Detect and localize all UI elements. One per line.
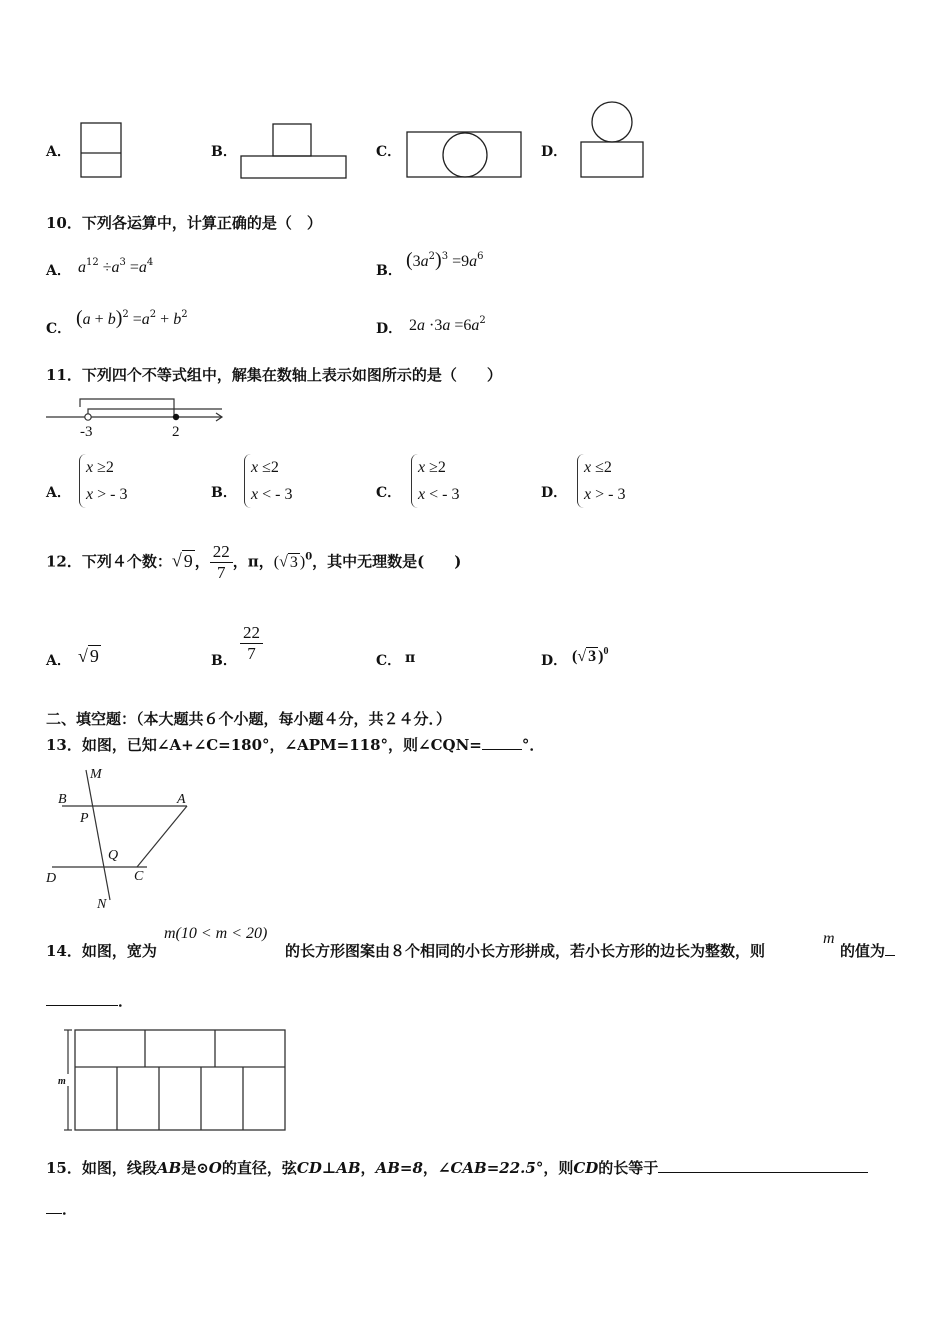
q10-b-label: B． — [376, 263, 402, 279]
q15-ab8: AB=8 — [375, 1159, 423, 1177]
q11-b-system: x ≤2 x < - 3 — [244, 454, 292, 508]
label-N: N — [97, 897, 107, 912]
label-Q: Q — [108, 848, 119, 863]
q11-stem: 11．下列四个不等式组中，解集在数轴上表示如图所示的是（ ） — [46, 366, 502, 384]
q14-condition: m(10 < m < 20) — [164, 925, 268, 942]
q15-stem: 15．如图，线段AB是⊙O的直径，弦CD⊥AB，AB=8，∠CAB=22.5°，则CD的长等于 — [46, 1157, 868, 1178]
axis-label-right: 2 — [172, 424, 180, 440]
q14-prefix: 14．如图，宽为 — [46, 942, 157, 960]
q13-suffix: °． — [521, 736, 545, 754]
q14-var: m — [823, 930, 835, 947]
q9-a-label: A． — [46, 144, 71, 160]
q15-o: O — [208, 1159, 222, 1177]
q9-b-figure — [240, 123, 350, 181]
q12-c-value: π — [405, 650, 416, 666]
q12-a-expr: √ 9 — [78, 646, 99, 666]
q15-cd: CD — [573, 1159, 599, 1177]
q14-suffix: 的值为 — [840, 940, 895, 961]
label-A: A — [177, 792, 186, 807]
q12-stem-pi: ，π， — [232, 552, 274, 571]
q10-c-expr: $(a + b)^2 =a^2 + b^2$ — [76, 307, 188, 329]
q15-cab: CAB=22.5° — [450, 1159, 544, 1177]
q15-cd-ab: CD⊥AB — [296, 1159, 361, 1177]
q10-c-label: C． — [46, 321, 72, 337]
q10-d-expr: $2a \cdot 3a =6a^2$ — [409, 315, 486, 334]
q10-d-label: D． — [376, 321, 403, 337]
q12-a-label: A． — [46, 653, 71, 669]
q9-c-label: C． — [376, 144, 402, 160]
q11-b-label: B． — [211, 485, 237, 501]
q10-stem: 10．下列各运算中，计算正确的是（ ） — [46, 214, 322, 232]
q12-d-label: D． — [541, 653, 568, 669]
q11-c-label: C． — [376, 485, 402, 501]
q15-blank-line: ． — [46, 1198, 77, 1219]
q15-answer-blank-a[interactable] — [658, 1172, 868, 1173]
q10-a-label: A． — [46, 263, 71, 279]
q11-d-system: x ≤2 x > - 3 — [577, 454, 625, 508]
label-D: D — [46, 871, 57, 886]
q11-number-line — [44, 395, 234, 440]
section-2-title: 二、填空题：（本大题共６个小题，每小题４分，共２４分．） — [46, 710, 452, 728]
q13-answer-blank[interactable] — [482, 749, 522, 750]
q12-d-expr: (√ 3 )$^0$ — [572, 646, 609, 665]
q12-stem: 12．下列４个数：√ 9 ， $\frac{22}{7}$ ，π，(√ 3 )$^0$，其中无理数是( ) — [46, 542, 462, 582]
open-point — [85, 414, 91, 420]
axis-label-left: -3 — [80, 424, 93, 440]
label-B: B — [58, 792, 67, 807]
q12-stem-prefix: 12．下列４个数： — [46, 552, 172, 571]
q9-b-label: B． — [211, 144, 237, 160]
q14-figure — [56, 1028, 291, 1136]
q11-c-system: x ≥2 x < - 3 — [411, 454, 459, 508]
q12-stem-fraction: $\frac{22}{7}$ — [210, 542, 233, 583]
q14-answer-blank-a[interactable] — [885, 955, 895, 956]
q12-b-label: B． — [211, 653, 237, 669]
q12-stem-suffix: ，其中无理数是( ) — [312, 552, 462, 571]
q13-stem — [46, 734, 544, 755]
q9-d-figure — [578, 100, 648, 182]
q12-c-label: C． — [376, 653, 402, 669]
closed-point — [173, 414, 179, 420]
q14-blank-line: ． — [46, 990, 133, 1011]
q14-answer-blank-b[interactable] — [46, 1005, 118, 1006]
q15-answer-blank-b[interactable] — [46, 1213, 62, 1214]
q13-stem-text: 13．如图，已知∠A+∠C=180°，∠APM=118°，则∠CQN= — [46, 736, 482, 754]
q15-ab: AB — [156, 1159, 182, 1177]
q12-b-fraction: $\frac{22}{7}$ — [240, 623, 263, 664]
q14-fig-label-m: m — [58, 1076, 66, 1087]
q11-a-system: x ≥2 x > - 3 — [79, 454, 127, 508]
q13-figure — [42, 762, 222, 912]
q11-d-label: D． — [541, 485, 568, 501]
label-P: P — [80, 811, 89, 826]
q9-a-figure — [80, 122, 124, 180]
label-M: M — [90, 767, 102, 782]
q9-d-label: D． — [541, 144, 568, 160]
q10-b-expr: $(3a^2)^3 =9a^6$ — [406, 249, 484, 271]
q9-c-figure — [406, 130, 524, 180]
label-C: C — [134, 869, 144, 884]
q10-a-expr: $a^{12} \div a^3 =a^4$ — [78, 257, 154, 276]
q14-middle: 的长方形图案由８个相同的小长方形拼成，若小长方形的边长为整数，则 — [285, 942, 766, 960]
q11-a-label: A． — [46, 485, 71, 501]
